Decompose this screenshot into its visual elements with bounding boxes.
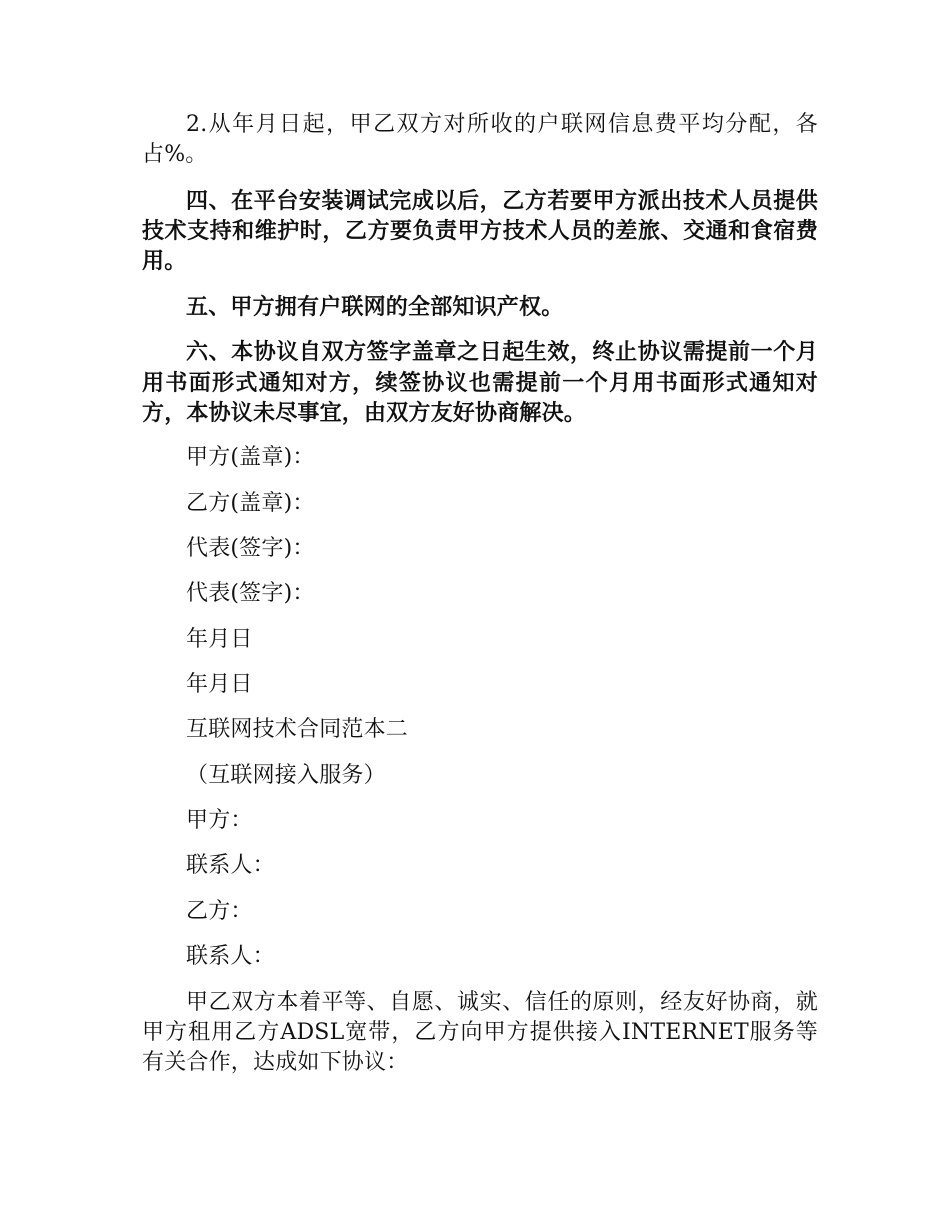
party-b-line: 乙方：	[186, 898, 253, 924]
clause-six-effective-term: 六、本协议自双方签字盖章之日起生效，终止协议需提前一个月用书面形式通知对方，续签协议也需提前一个月用书面形式通知对方，本协议未尽事宜，由双方友好协商解决。	[142, 339, 818, 426]
signature-representative-b: 代表(签字)：	[186, 581, 315, 607]
party-b-contact-line: 联系人：	[186, 944, 275, 970]
party-a-contact-line: 联系人：	[186, 853, 275, 879]
second-contract-subtitle: （互联网接入服务）	[186, 762, 386, 788]
document-page	[142, 110, 818, 1094]
signature-party-b-seal: 乙方(盖章)：	[186, 490, 315, 516]
party-a-line: 甲方：	[186, 808, 253, 834]
clause-five-ip-rights: 五、甲方拥有户联网的全部知识产权。	[186, 293, 564, 320]
signature-party-a-seal: 甲方(盖章)：	[186, 445, 315, 471]
clause-four-technical-support: 四、在平台安装调试完成以后，乙方若要甲方派出技术人员提供技术支持和维护时，乙方要负责甲方技术人员的差旅、交通和食宿费用。	[142, 187, 818, 275]
second-contract-title: 互联网技术合同范本二	[186, 717, 409, 743]
signature-date-b: 年月日	[186, 672, 253, 698]
paragraph-income-split: 2.从年月日起，甲乙双方对所收的户联网信息费平均分配，各占%。	[142, 112, 818, 168]
signature-representative-a: 代表(签字)：	[186, 535, 315, 561]
second-contract-intro: 甲乙双方本着平等、自愿、诚实、信任的原则，经友好协商，就甲方租用乙方ADSL宽带，乙方向甲方提供接入INTERNET服务等有关合作，达成如下协议：	[142, 989, 818, 1076]
signature-date-a: 年月日	[186, 626, 253, 652]
